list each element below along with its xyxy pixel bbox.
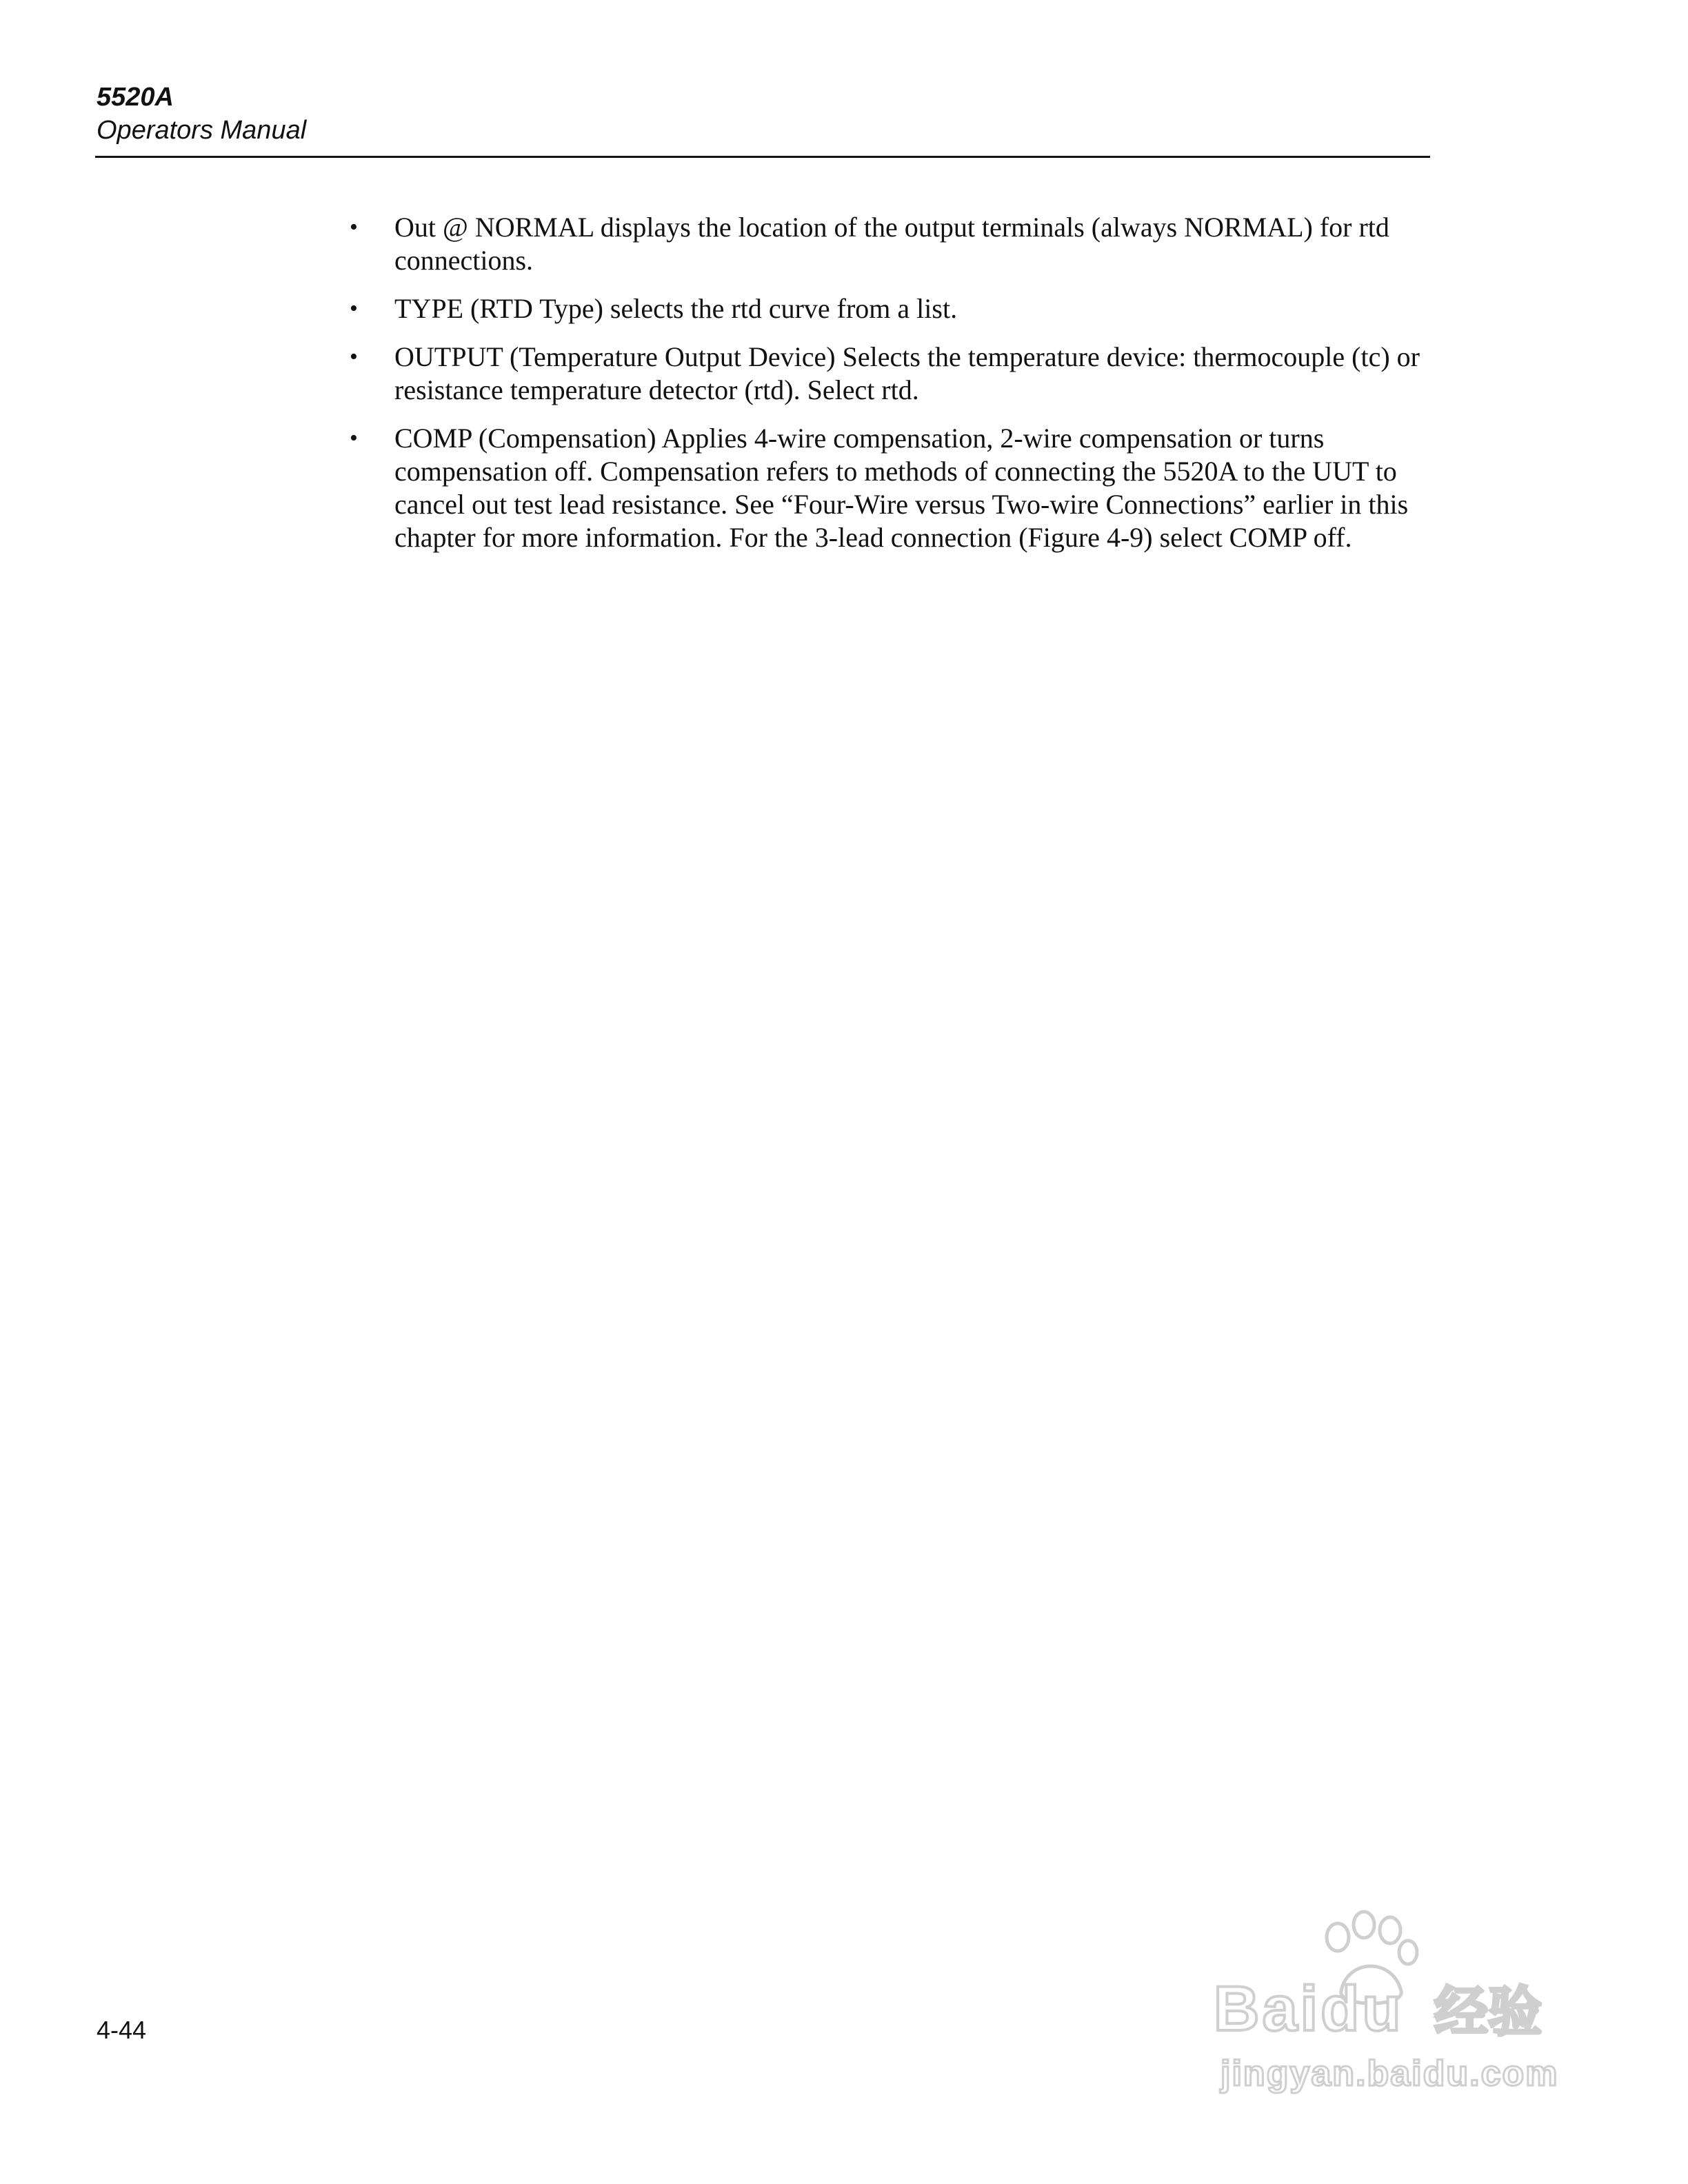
list-item-text: COMP (Compensation) Applies 4-wire compensation, 2-wire compensation or turns compensation off. Compensation refers to methods of connecting the 5520A to the UUT to cancel out test lead resistance. See “Four-Wire versus Two-wire Connections” earlier in this chapter for more information. For the 3-lead connection (Figure 4-9) select COMP off. <box>394 423 1409 553</box>
header-divider <box>95 156 1430 158</box>
list-item-text: Out @ NORMAL displays the location of the output terminals (always NORMAL) for rtd connections. <box>394 212 1389 276</box>
bullet-icon: • <box>350 296 358 321</box>
baidu-watermark <box>1186 1910 1572 2103</box>
bullet-icon: • <box>350 344 358 370</box>
list-item-text: OUTPUT (Temperature Output Device) Selects the temperature device: thermocouple (tc) or resistance temperature detector (rtd). Select rtd. <box>394 341 1420 405</box>
running-header <box>97 81 306 148</box>
page-number: 4-44 <box>97 2016 147 2044</box>
watermark-brand: Baidu <box>1214 1974 1404 2044</box>
watermark-suffix: 经验 <box>1434 1981 1543 2043</box>
list-item <box>343 292 1447 325</box>
list-item-text: TYPE (RTD Type) selects the rtd curve from a list. <box>394 293 958 324</box>
bullet-list <box>343 211 1447 569</box>
watermark-url: jingyan.baidu.com <box>1220 2054 1559 2094</box>
bullet-icon: • <box>350 425 358 451</box>
document-title: Operators Manual <box>97 116 307 145</box>
list-item <box>343 341 1447 407</box>
list-item <box>343 422 1447 554</box>
document-model: 5520A <box>97 83 174 112</box>
list-item <box>343 211 1447 277</box>
bullet-icon: • <box>350 214 358 240</box>
